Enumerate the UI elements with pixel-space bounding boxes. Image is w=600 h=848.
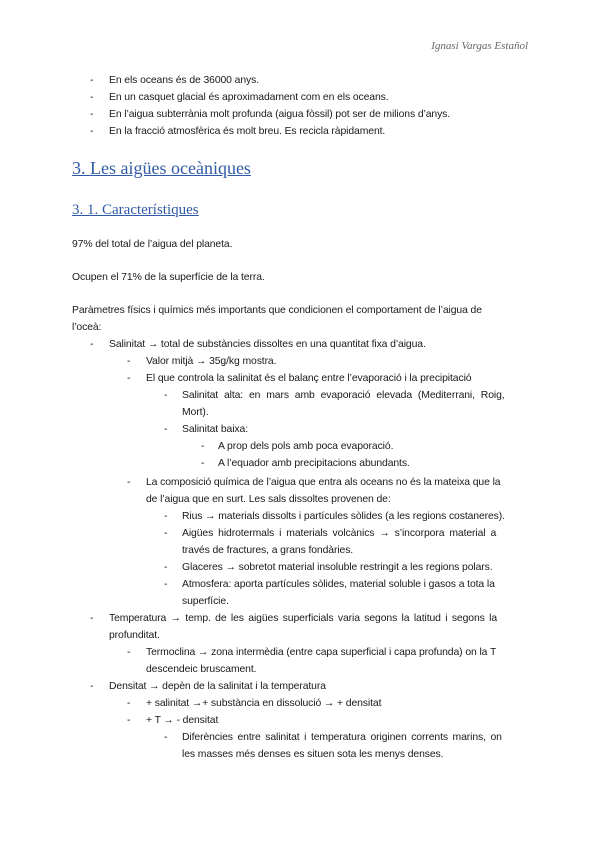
termoclina-line2: descendeic bruscament.: [146, 664, 257, 675]
paragraph-parameters-line1: Paràmetres físics i químics més importants que condicionen el comportament de l’aigua de: [72, 305, 482, 316]
bullet-dash: -: [90, 126, 94, 137]
bullet-dash: -: [127, 373, 131, 384]
bullet-dash: -: [127, 647, 131, 658]
salinitat-baixa-equador: A l’equador amb precipitacions abundants.: [218, 458, 410, 469]
densitat-temperatura: + T → - densitat: [146, 715, 219, 726]
bullet-dash: -: [90, 613, 94, 624]
bullet-dash: -: [164, 579, 168, 590]
diferencies-line2: les masses més denses es situen sota les menys denses.: [182, 749, 444, 760]
salinitat-alta-line1: Salinitat alta: en mars amb evaporació elevada (Mediterrani, Roig,: [182, 390, 505, 401]
font-atmosfera-line2: superfície.: [182, 596, 229, 607]
bullet-dash: -: [127, 698, 131, 709]
composicio-line2: de l’aigua que en surt. Les sals dissoltes provenen de:: [146, 494, 391, 505]
bullet-dash: -: [201, 458, 205, 469]
densitat-item: Densitat → depèn de la salinitat i la temperatura: [109, 681, 326, 692]
salinitat-item: Salinitat → total de substàncies dissoltes en una quantitat fixa d’aigua.: [109, 339, 426, 350]
salinitat-control: El que controla la salinitat és el balanç entre l’evaporació i la precipitació: [146, 373, 472, 384]
bullet-dash: -: [164, 424, 168, 435]
bullet-dash: -: [164, 390, 168, 401]
bullet-dash: -: [90, 339, 94, 350]
bullet-dash: -: [90, 75, 94, 86]
bullet-dash: -: [201, 441, 205, 452]
paragraph-total: 97% del total de l’aigua del planeta.: [72, 239, 233, 250]
temperatura-line1: Temperatura → temp. de les aigües superficials varia segons la latitud i segons la: [109, 613, 498, 624]
bullet-dash: -: [127, 715, 131, 726]
font-glaceres: Glaceres → sobretot material insoluble restringit a les regions polars.: [182, 562, 493, 573]
densitat-salinitat: + salinitat →+ substància en dissolució → + densitat: [146, 698, 382, 709]
composicio-line1: La composició química de l’aigua que entra als oceans no és la mateixa que la: [146, 477, 501, 488]
subsection-heading: 3. 1. Característiques: [72, 202, 199, 218]
section-heading: 3. Les aigües oceàniques: [72, 158, 251, 178]
bullet-dash: -: [90, 109, 94, 120]
author-header: Ignasi Vargas Estañol: [431, 40, 528, 52]
font-hidrotermals-line2: través de fractures, a grans fondàries.: [182, 545, 354, 556]
salinitat-baixa: Salinitat baixa:: [182, 424, 248, 435]
paragraph-surface: Ocupen el 71% de la superfície de la terra.: [72, 272, 265, 283]
diferencies-line1: Diferències entre salinitat i temperatura originen corrents marins, on: [182, 732, 502, 743]
bullet-dash: -: [90, 92, 94, 103]
bullet-dash: -: [127, 356, 131, 367]
bullet-dash: -: [90, 681, 94, 692]
termoclina-line1: Termoclina → zona intermèdia (entre capa superficial i capa profunda) on la T: [146, 647, 497, 658]
font-hidrotermals-line1: Aigües hidrotermals i materials volcànics → s’incorpora material a: [182, 528, 497, 539]
bullet-dash: -: [164, 732, 168, 743]
font-atmosfera-line1: Atmosfera: aporta partícules sòlides, material soluble i gasos a tota la: [182, 579, 495, 590]
list-item: En l’aigua subterrània molt profunda (aigua fòssil) pot ser de milions d’anys.: [109, 109, 451, 120]
bullet-dash: -: [164, 562, 168, 573]
salinitat-baixa-pols: A prop dels pols amb poca evaporació.: [218, 441, 394, 452]
list-item: En un casquet glacial és aproximadament com en els oceans.: [109, 92, 389, 103]
list-item: En la fracció atmosfèrica és molt breu. Es recicla ràpidament.: [109, 126, 386, 137]
bullet-dash: -: [164, 511, 168, 522]
bullet-dash: -: [127, 477, 131, 488]
temperatura-line2: profunditat.: [109, 630, 160, 641]
bullet-dash: -: [164, 528, 168, 539]
salinitat-alta-line2: Mort).: [182, 407, 209, 418]
font-rius: Rius → materials dissolts i partícules sòlides (a les regions costaneres).: [182, 511, 505, 522]
paragraph-parameters-line2: l’oceà:: [72, 322, 102, 333]
salinitat-valor: Valor mitjà → 35g/kg mostra.: [146, 356, 277, 367]
list-item: En els oceans és de 36000 anys.: [109, 75, 259, 86]
